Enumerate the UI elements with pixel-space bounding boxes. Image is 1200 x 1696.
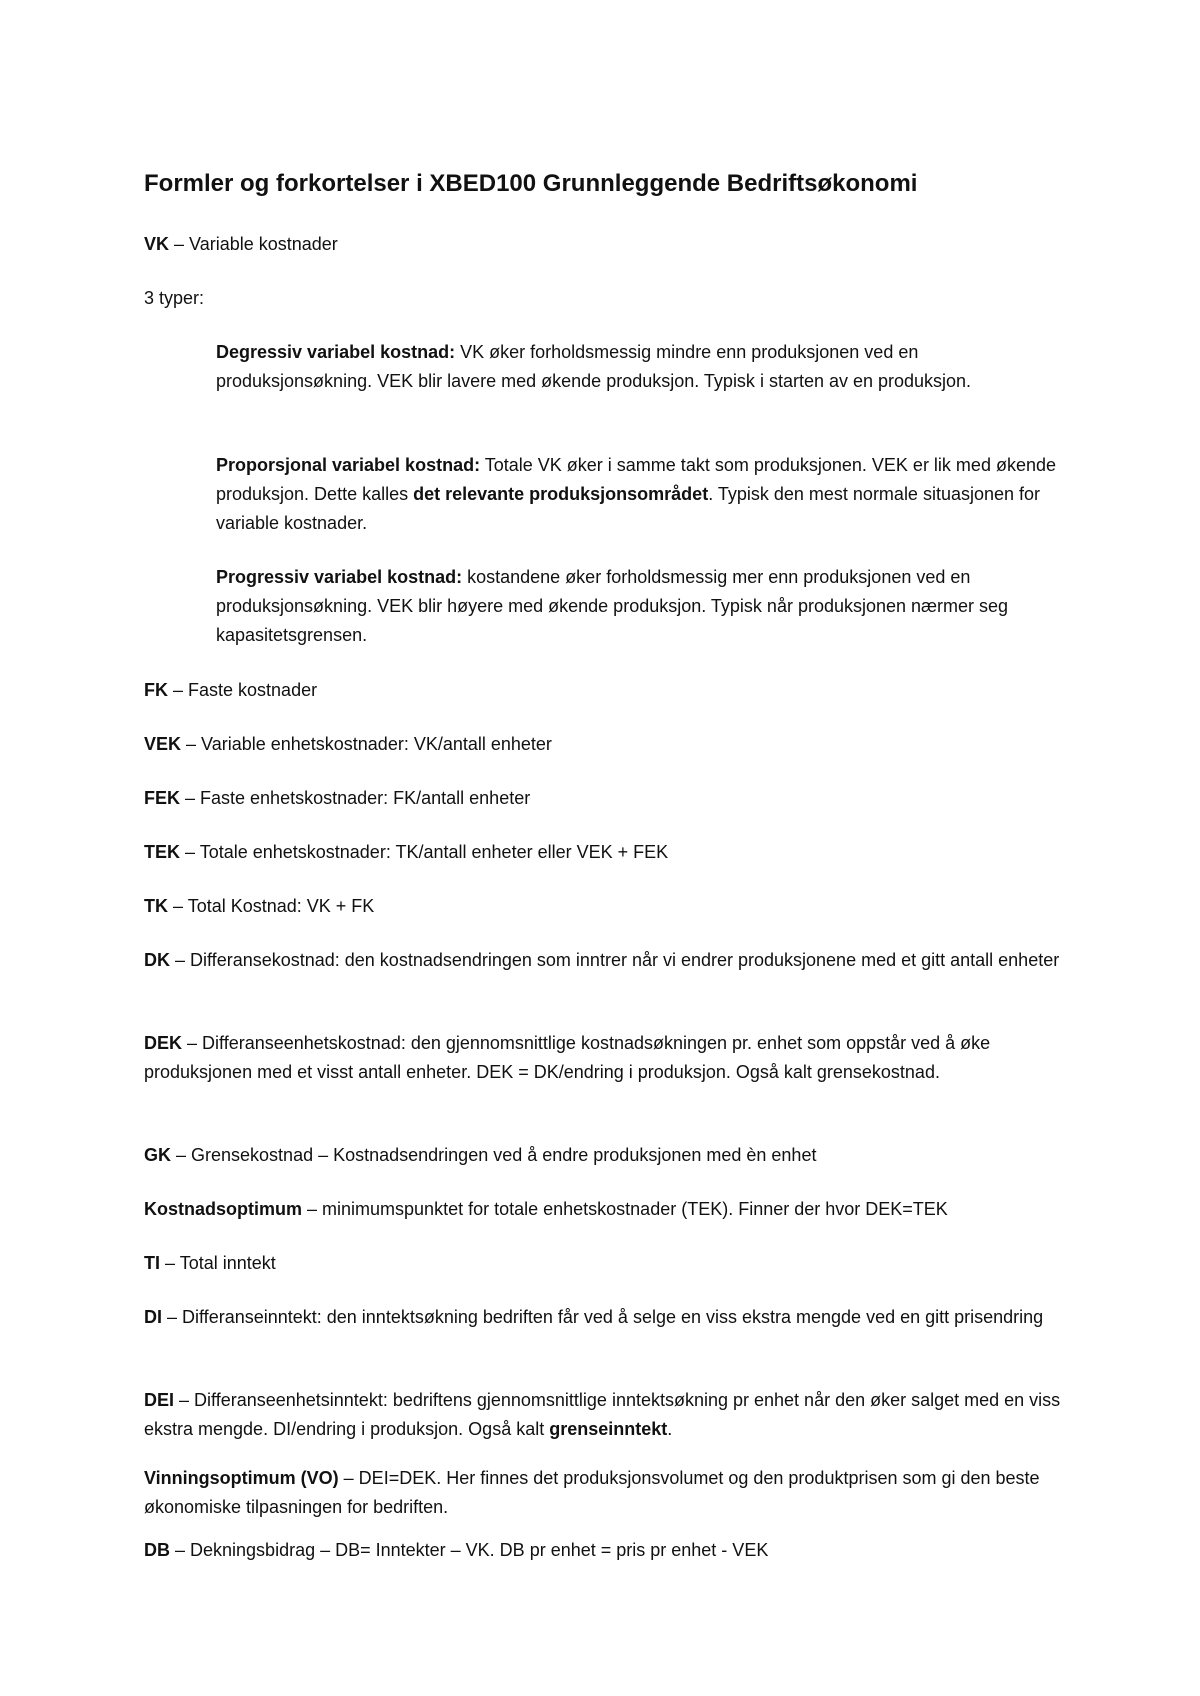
grenseinntekt-emphasis: grenseinntekt — [549, 1419, 668, 1439]
entry-dei — [144, 1386, 1074, 1444]
term-vek: VEK — [144, 734, 182, 754]
entry-di — [144, 1303, 1074, 1332]
entry-dek — [144, 1029, 1074, 1087]
definition-tk: – Total Kostnad: VK + FK — [168, 896, 375, 916]
term-dk: DK — [144, 950, 170, 970]
definition-tek: – Totale enhetskostnader: TK/antall enheter eller VEK + FEK — [180, 842, 669, 862]
entry-vinningsoptimum — [144, 1464, 1074, 1522]
term-di: DI — [144, 1307, 162, 1327]
definition-dek: – Differanseenhetskostnad: den gjennomsnittlige kostnadsøkningen pr. enhet som oppstår ved å øke produksjonen med et visst antall enheter. DEK = DK/endring i produksjon. Også kalt grensekostnad. — [144, 1033, 991, 1082]
term-gk: GK — [144, 1145, 171, 1165]
definition-degressiv: VK øker forholdsmessig mindre enn produksjonen ved en produksjonsøkning. VEK blir lavere med økende produksjon. Typisk i starten av en produksjon. — [216, 342, 972, 391]
definition-db: – Dekningsbidrag – DB= Inntekter – VK. DB pr enhet = pris pr enhet - VEK — [170, 1540, 769, 1560]
definition-fk: – Faste kostnader — [168, 680, 318, 700]
entry-tek — [144, 838, 1074, 867]
term-dek: DEK — [144, 1033, 183, 1053]
definition-dk: – Differansekostnad: den kostnadsendringen som inntrer når vi endrer produksjonene med et gitt antall enheter — [170, 950, 1060, 970]
entry-kostnadsoptimum — [144, 1195, 1074, 1224]
entry-fek — [144, 784, 1074, 813]
entry-dk — [144, 946, 1074, 975]
definition-vek: – Variable enhetskostnader: VK/antall enheter — [181, 734, 552, 754]
definition-progressiv: kostandene øker forholdsmessig mer enn produksjonen ved en produksjonsøkning. VEK blir høyere med økende produksjon. Typisk når produksjonen nærmer seg kapasitetsgrensen. — [216, 567, 1009, 645]
definition-dei-part1: – Differanseenhetsinntekt: bedriftens gjennomsnittlige inntektsøkning pr enhet når den øker salget med en viss ekstra mengde. DI/endring i produksjon. Også kalt — [144, 1390, 1061, 1439]
document-title: Formler og forkortelser i XBED100 Grunnleggende Bedriftsøkonomi — [144, 170, 918, 197]
entry-vk — [144, 230, 1074, 259]
term-vk: VK — [144, 234, 170, 254]
term-ti: TI — [144, 1253, 160, 1273]
definition-di: – Differanseinntekt: den inntektsøkning bedriften får ved å selge en viss ekstra mengde ved en gitt prisendring — [162, 1307, 1044, 1327]
term-db: DB — [144, 1540, 170, 1560]
term-progressiv: Progressiv variabel kostnad: — [216, 567, 463, 587]
types-intro: 3 typer: — [144, 288, 205, 308]
definition-fek: – Faste enhetskostnader: FK/antall enheter — [180, 788, 531, 808]
term-fek: FEK — [144, 788, 180, 808]
definition-proporsjonal-part2: . Typisk den mest normale situasjonen for variable kostnader. — [216, 484, 1041, 533]
definition-kostnadsoptimum: – minimumspunktet for totale enhetskostnader (TEK). Finner der hvor DEK=TEK — [302, 1199, 948, 1219]
term-dei: DEI — [144, 1390, 175, 1410]
entry-degressiv — [216, 338, 1076, 396]
entry-db — [144, 1536, 1074, 1565]
definition-gk: – Grensekostnad – Kostnadsendringen ved å endre produksjonen med èn enhet — [171, 1145, 817, 1165]
definition-dei-part2: . — [667, 1419, 673, 1439]
term-vinningsoptimum: Vinningsoptimum (VO) — [144, 1468, 339, 1488]
entry-fk — [144, 676, 1074, 705]
term-tek: TEK — [144, 842, 180, 862]
entry-tk — [144, 892, 1074, 921]
entry-progressiv — [216, 563, 1076, 650]
definition-vk: – Variable kostnader — [169, 234, 338, 254]
entry-vek — [144, 730, 1074, 759]
entry-gk — [144, 1141, 1074, 1170]
term-fk: FK — [144, 680, 168, 700]
term-degressiv: Degressiv variabel kostnad: — [216, 342, 456, 362]
entry-ti — [144, 1249, 1074, 1278]
term-tk: TK — [144, 896, 168, 916]
entry-proporsjonal — [216, 451, 1076, 538]
relevant-production-range-emphasis: det relevante produksjonsområdet — [413, 484, 709, 504]
definition-ti: – Total inntekt — [160, 1253, 276, 1273]
definition-vinningsoptimum: – DEI=DEK. Her finnes det produksjonsvolumet og den produktprisen som gi den beste økonomiske tilpasningen for bedriften. — [144, 1468, 1040, 1517]
definition-proporsjonal-part1: Totale VK øker i samme takt som produksjonen. VEK er lik med økende produksjon. Dette kalles — [216, 455, 1056, 504]
term-proporsjonal: Proporsjonal variabel kostnad: — [216, 455, 481, 475]
term-kostnadsoptimum: Kostnadsoptimum — [144, 1199, 303, 1219]
